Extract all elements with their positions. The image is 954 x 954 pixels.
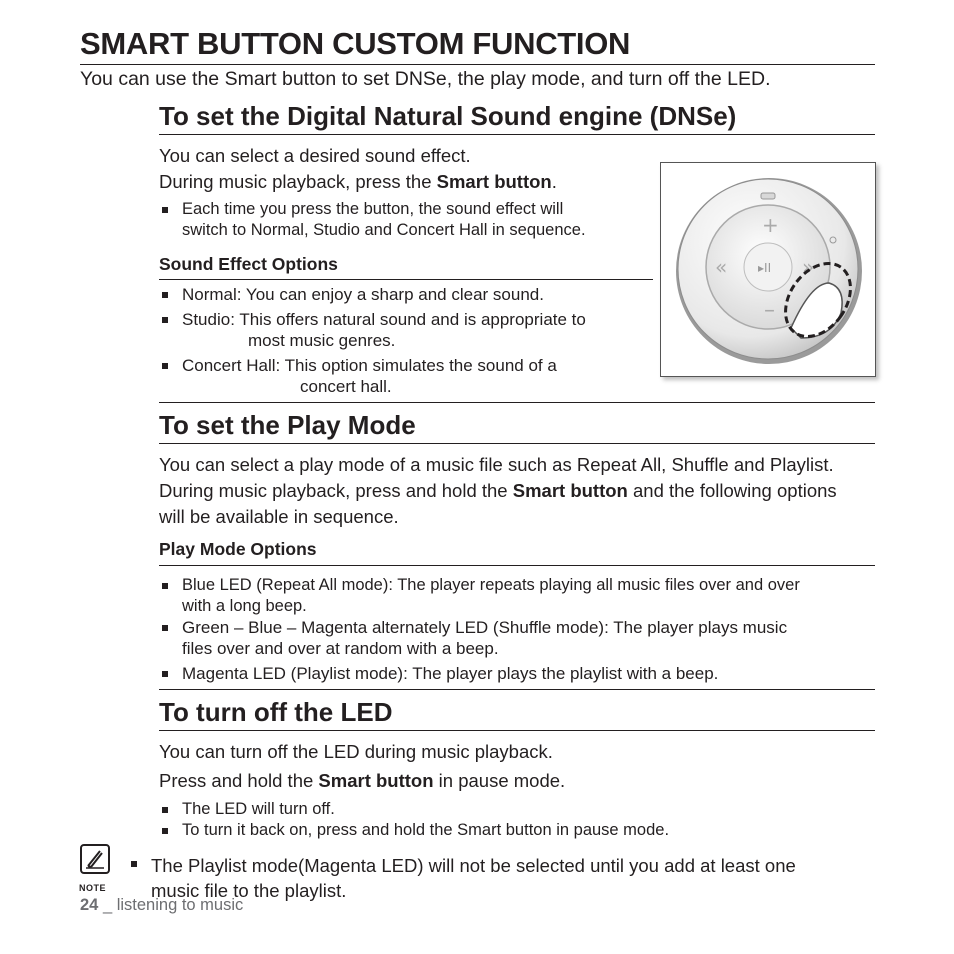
- led-line1: You can turn off the LED during music playback.: [159, 741, 553, 762]
- play-pause-icon: ▸II: [758, 261, 772, 275]
- dnse-rule: [159, 134, 875, 135]
- led-indicator: [761, 193, 775, 199]
- pencil-icon: [82, 846, 108, 872]
- playmode-line2: During music playback, press and hold the Smart button and the following options: [159, 480, 837, 501]
- device-illustration: [660, 162, 876, 377]
- play-mode-options-heading: Play Mode Options: [159, 539, 317, 559]
- playmode-heading: To set the Play Mode: [159, 410, 416, 440]
- sound-effect-options-heading: Sound Effect Options: [159, 254, 338, 274]
- dnse-line1: You can select a desired sound effect.: [159, 145, 471, 166]
- page-footer: 24 _ listening to music: [80, 896, 244, 914]
- note-label: NOTE: [79, 883, 107, 893]
- forward-icon: »: [802, 255, 815, 279]
- rewind-icon: «: [715, 255, 728, 279]
- playmode-end-rule: [159, 689, 875, 690]
- page-title: SMART BUTTON CUSTOM FUNCTION: [80, 26, 631, 61]
- plus-icon: +: [762, 213, 779, 237]
- minus-icon: –: [764, 298, 775, 323]
- led-line2: Press and hold the Smart button in pause mode.: [159, 770, 566, 791]
- playmode-line1: You can select a play mode of a music file such as Repeat All, Shuffle and Playlist.: [159, 454, 834, 475]
- bullet-marker: [162, 207, 168, 213]
- led-rule: [159, 730, 875, 731]
- dnse-heading: To set the Digital Natural Sound engine (DNSe): [159, 101, 737, 131]
- note-icon: [80, 844, 110, 874]
- sound-options-rule: [159, 279, 653, 280]
- title-rule: [80, 64, 875, 65]
- player-button-drawing: [661, 163, 875, 376]
- dnse-line2: During music playback, press the Smart button.: [159, 171, 557, 192]
- playmode-line3: will be available in sequence.: [159, 506, 399, 527]
- dnse-end-rule: [159, 402, 875, 403]
- led-heading: To turn off the LED: [159, 697, 393, 727]
- play-options-rule: [159, 565, 875, 566]
- intro-text: You can use the Smart button to set DNSe, the play mode, and turn off the LED.: [80, 68, 771, 90]
- playmode-rule: [159, 443, 875, 444]
